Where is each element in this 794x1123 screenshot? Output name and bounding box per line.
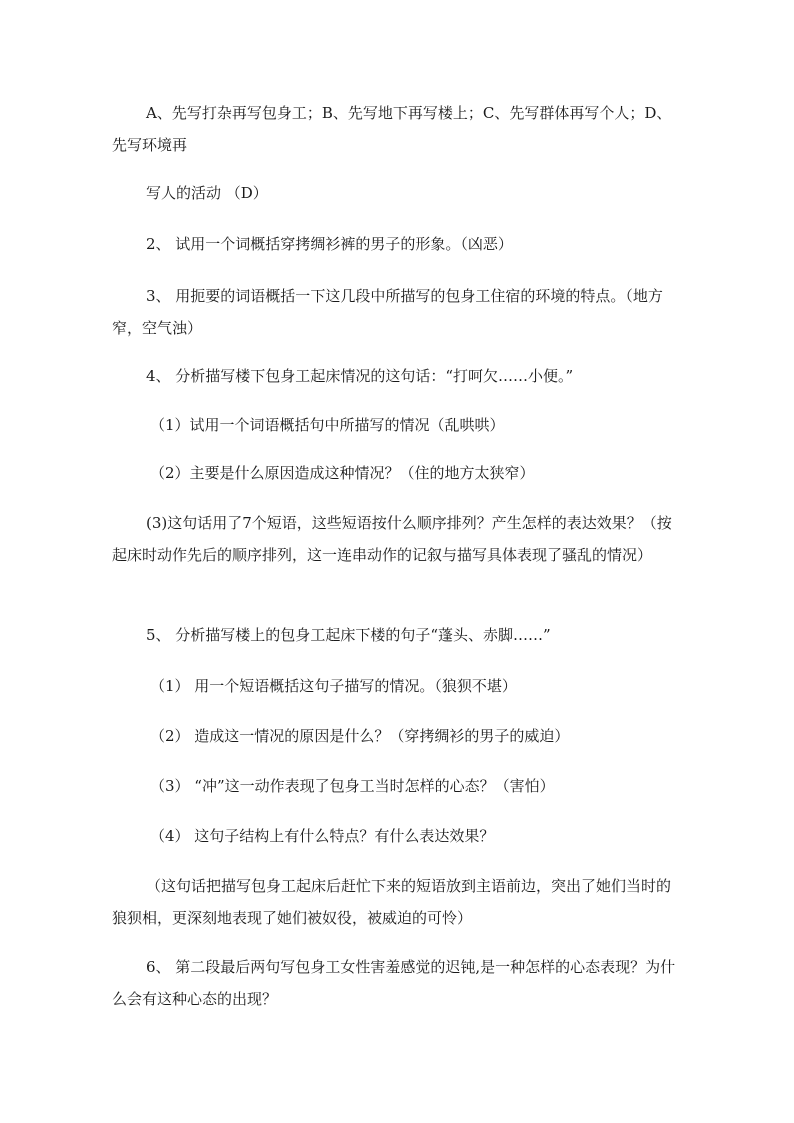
paragraph-question-5-3: （3） “冲”这一动作表现了包身工当时怎样的心态？（害怕） <box>150 777 555 795</box>
paragraph-question-4-3: (3)这句话用了7个短语，这些短语按什么顺序排列？产生怎样的表达效果？（按起床时动作先后的顺序排列，这一连串动作的记叙与描写具体表现了骚乱的情况） <box>112 514 672 564</box>
paragraph-question-options: A、先写打杂再写包身工；B、先写地下再写楼上；C、先写群体再写个人；D、先写环境再 <box>112 104 672 154</box>
paragraph-question-6: 6、 第二段最后两句写包身工女性害羞感觉的迟钝,是一种怎样的心态表现？为什么会有这种心态的出现？ <box>112 958 676 1008</box>
paragraph-question-4-2: （2）主要是什么原因造成这种情况？（住的地方太狭窄） <box>150 464 535 482</box>
paragraph-question-5: 5、 分析描写楼上的包身工起床下楼的句子“蓬头、赤脚……” <box>146 626 551 644</box>
paragraph-question-2: 2、 试用一个词概括穿拷绸衫裤的男子的形象。（凶恶） <box>146 235 513 253</box>
paragraph-question-4: 4、 分析描写楼下包身工起床情况的这句话：“打呵欠……小便。” <box>146 367 574 385</box>
paragraph-question-5-2: （2） 造成这一情况的原因是什么？（穿拷绸衫的男子的威迫） <box>150 727 570 745</box>
paragraph-answer-5-4: （这句话把描写包身工起床后赶忙下来的短语放到主语前边，突出了她们当时的狼狈相，更深刻地表现了她们被奴役，被威迫的可怜） <box>112 877 672 927</box>
paragraph-question-3: 3、 用扼要的词语概括一下这几段中所描写的包身工住宿的环境的特点。（地方窄，空气浊） <box>112 287 663 337</box>
paragraph-question-4-1: （1）试用一个词语概括句中所描写的情况（乱哄哄） <box>150 416 505 434</box>
paragraph-question-5-1: （1） 用一个短语概括这句子描写的情况。（狼狈不堪） <box>150 677 517 695</box>
paragraph-answer-d: 写人的活动 （D） <box>146 184 268 202</box>
paragraph-question-5-4: （4） 这句子结构上有什么特点？有什么表达效果？ <box>150 827 495 845</box>
